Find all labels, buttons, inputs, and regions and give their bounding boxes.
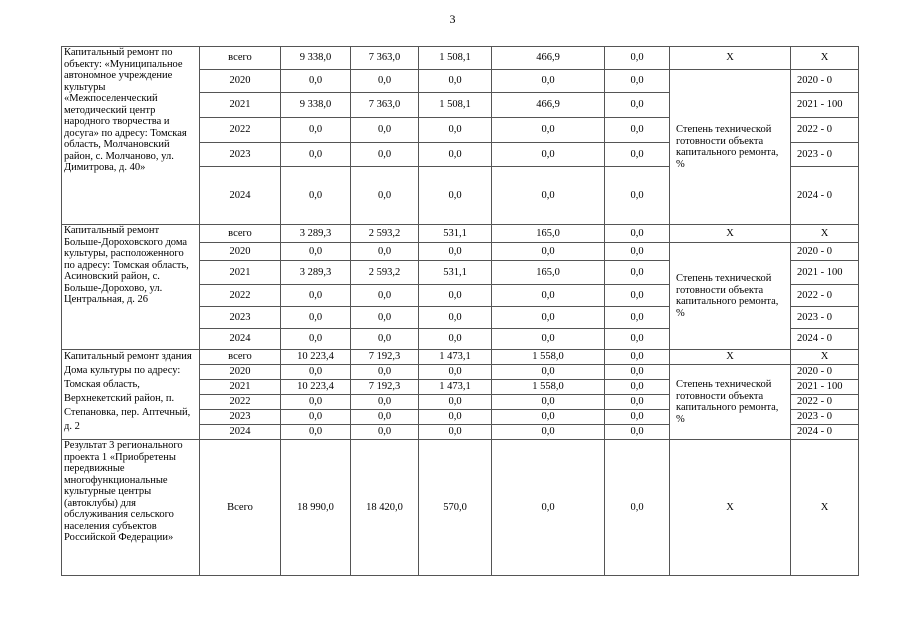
- value-cell: 7 363,0: [351, 47, 419, 70]
- value-cell: 1 558,0: [492, 350, 605, 365]
- indicator-name: Степень технической готовности объекта капитального ремонта, %: [670, 70, 791, 225]
- value-cell: 7 192,3: [351, 350, 419, 365]
- value-cell: 0,0: [605, 70, 670, 93]
- value-cell: 0,0: [351, 143, 419, 167]
- page-number: 3: [449, 12, 456, 26]
- target-cell: 2021 - 100: [791, 93, 859, 118]
- target-cell: 2022 - 0: [791, 285, 859, 307]
- value-cell: 18 420,0: [351, 440, 419, 576]
- target-cell: Х: [791, 47, 859, 70]
- value-cell: 7 363,0: [351, 93, 419, 118]
- indicator-cell: Х: [670, 440, 791, 576]
- value-cell: 0,0: [492, 118, 605, 143]
- object-name: Капитальный ремонт Больше-Дороховского дома культуры, расположенного по адресу: Томская область, Асиновский район, с. Больше-Дорохово, ул. Центральная, д. 26: [62, 225, 200, 350]
- target-cell: Х: [791, 440, 859, 576]
- value-cell: 0,0: [605, 329, 670, 350]
- value-cell: 1 508,1: [419, 93, 492, 118]
- value-cell: 0,0: [351, 365, 419, 380]
- value-cell: 466,9: [492, 47, 605, 70]
- value-cell: 1 558,0: [492, 380, 605, 395]
- period-cell: 2024: [200, 425, 281, 440]
- period-cell: 2024: [200, 167, 281, 225]
- value-cell: 0,0: [605, 350, 670, 365]
- value-cell: 0,0: [605, 225, 670, 243]
- value-cell: 0,0: [281, 329, 351, 350]
- value-cell: 1 473,1: [419, 350, 492, 365]
- target-cell: 2023 - 0: [791, 410, 859, 425]
- period-cell: 2023: [200, 143, 281, 167]
- value-cell: 0,0: [281, 425, 351, 440]
- value-cell: 466,9: [492, 93, 605, 118]
- value-cell: 0,0: [281, 285, 351, 307]
- value-cell: 0,0: [281, 243, 351, 261]
- value-cell: 0,0: [492, 167, 605, 225]
- value-cell: 165,0: [492, 261, 605, 285]
- period-cell: Всего: [200, 440, 281, 576]
- value-cell: 0,0: [605, 143, 670, 167]
- indicator-name: Степень технической готовности объекта капитального ремонта, %: [670, 243, 791, 350]
- value-cell: 0,0: [281, 365, 351, 380]
- period-cell: 2020: [200, 70, 281, 93]
- value-cell: 0,0: [492, 395, 605, 410]
- period-cell: 2024: [200, 329, 281, 350]
- value-cell: 531,1: [419, 261, 492, 285]
- value-cell: 0,0: [492, 410, 605, 425]
- value-cell: 10 223,4: [281, 350, 351, 365]
- value-cell: 0,0: [351, 167, 419, 225]
- value-cell: 0,0: [351, 285, 419, 307]
- target-cell: 2020 - 0: [791, 70, 859, 93]
- value-cell: 0,0: [605, 285, 670, 307]
- value-cell: 0,0: [492, 143, 605, 167]
- period-cell: 2020: [200, 243, 281, 261]
- value-cell: 0,0: [419, 70, 492, 93]
- period-cell: 2022: [200, 395, 281, 410]
- indicator-name: Степень технической готовности объекта капитального ремонта, %: [670, 365, 791, 440]
- target-cell: 2023 - 0: [791, 143, 859, 167]
- value-cell: 0,0: [419, 395, 492, 410]
- value-cell: 0,0: [419, 243, 492, 261]
- target-cell: 2020 - 0: [791, 243, 859, 261]
- value-cell: 0,0: [351, 243, 419, 261]
- value-cell: 0,0: [281, 395, 351, 410]
- value-cell: 9 338,0: [281, 93, 351, 118]
- table-row: [62, 350, 859, 365]
- value-cell: 0,0: [419, 365, 492, 380]
- value-cell: 0,0: [605, 93, 670, 118]
- target-cell: 2024 - 0: [791, 329, 859, 350]
- value-cell: 0,0: [419, 285, 492, 307]
- indicator-cell: Х: [670, 47, 791, 70]
- value-cell: 0,0: [605, 307, 670, 329]
- object-group-2: [62, 225, 859, 350]
- table-row: [62, 47, 859, 70]
- value-cell: 0,0: [605, 365, 670, 380]
- value-cell: 10 223,4: [281, 380, 351, 395]
- target-cell: 2024 - 0: [791, 425, 859, 440]
- value-cell: 0,0: [419, 307, 492, 329]
- object-name: Капитальный ремонт по объекту: «Муниципальное автономное учреждение культуры «Межпоселенческий методический центр народного творчества и досуга» по адресу: Томская область, Молчановский район, с. Молчаново, ул. Димитрова, д. 40»: [62, 47, 200, 225]
- period-cell: 2023: [200, 410, 281, 425]
- value-cell: 0,0: [351, 118, 419, 143]
- value-cell: 0,0: [281, 410, 351, 425]
- period-cell: всего: [200, 47, 281, 70]
- value-cell: 2 593,2: [351, 261, 419, 285]
- value-cell: 0,0: [492, 243, 605, 261]
- target-cell: Х: [791, 350, 859, 365]
- value-cell: 1 508,1: [419, 47, 492, 70]
- object-group-1: [62, 47, 859, 225]
- value-cell: 0,0: [419, 425, 492, 440]
- target-cell: Х: [791, 225, 859, 243]
- value-cell: 0,0: [419, 143, 492, 167]
- period-cell: 2021: [200, 261, 281, 285]
- value-cell: 0,0: [351, 395, 419, 410]
- target-cell: 2022 - 0: [791, 118, 859, 143]
- value-cell: 0,0: [605, 243, 670, 261]
- value-cell: 0,0: [605, 380, 670, 395]
- value-cell: 0,0: [492, 285, 605, 307]
- value-cell: 0,0: [605, 410, 670, 425]
- value-cell: 0,0: [605, 425, 670, 440]
- value-cell: 1 473,1: [419, 380, 492, 395]
- value-cell: 0,0: [281, 307, 351, 329]
- period-cell: 2020: [200, 365, 281, 380]
- target-cell: 2024 - 0: [791, 167, 859, 225]
- value-cell: 0,0: [351, 307, 419, 329]
- value-cell: 531,1: [419, 225, 492, 243]
- value-cell: 18 990,0: [281, 440, 351, 576]
- value-cell: 0,0: [351, 425, 419, 440]
- value-cell: 0,0: [351, 410, 419, 425]
- period-cell: 2021: [200, 380, 281, 395]
- value-cell: 3 289,3: [281, 225, 351, 243]
- value-cell: 0,0: [605, 440, 670, 576]
- value-cell: 0,0: [492, 307, 605, 329]
- value-cell: 7 192,3: [351, 380, 419, 395]
- value-cell: 0,0: [492, 425, 605, 440]
- value-cell: 0,0: [419, 118, 492, 143]
- period-cell: 2022: [200, 285, 281, 307]
- value-cell: 0,0: [605, 167, 670, 225]
- target-cell: 2023 - 0: [791, 307, 859, 329]
- indicator-cell: Х: [670, 225, 791, 243]
- budget-table: [61, 46, 859, 576]
- value-cell: 0,0: [351, 329, 419, 350]
- value-cell: 0,0: [605, 47, 670, 70]
- value-cell: 0,0: [492, 440, 605, 576]
- value-cell: 0,0: [492, 365, 605, 380]
- table-row: [62, 440, 859, 576]
- period-cell: всего: [200, 350, 281, 365]
- value-cell: 9 338,0: [281, 47, 351, 70]
- value-cell: 0,0: [281, 70, 351, 93]
- value-cell: 0,0: [492, 329, 605, 350]
- value-cell: 0,0: [605, 118, 670, 143]
- value-cell: 2 593,2: [351, 225, 419, 243]
- value-cell: 3 289,3: [281, 261, 351, 285]
- value-cell: 0,0: [605, 395, 670, 410]
- value-cell: 0,0: [419, 329, 492, 350]
- value-cell: 0,0: [492, 70, 605, 93]
- period-cell: 2021: [200, 93, 281, 118]
- value-cell: 0,0: [351, 70, 419, 93]
- result-group: [62, 440, 859, 576]
- period-cell: 2023: [200, 307, 281, 329]
- object-group-3: [62, 350, 859, 440]
- indicator-cell: Х: [670, 350, 791, 365]
- period-cell: всего: [200, 225, 281, 243]
- object-name: Капитальный ремонт здания Дома культуры по адресу: Томская область, Верхнекетский район, п. Степановка, пер. Аптечный, д. 2: [62, 350, 200, 440]
- table-row: [62, 225, 859, 243]
- value-cell: 0,0: [281, 143, 351, 167]
- target-cell: 2021 - 100: [791, 380, 859, 395]
- result-name: Результат 3 регионального проекта 1 «Приобретены передвижные многофункциональные культурные центры (автоклубы) для обслуживания сельского населения субъектов Российской Федерации»: [62, 440, 200, 576]
- value-cell: 165,0: [492, 225, 605, 243]
- target-cell: 2022 - 0: [791, 395, 859, 410]
- value-cell: 0,0: [281, 118, 351, 143]
- value-cell: 0,0: [605, 261, 670, 285]
- value-cell: 0,0: [281, 167, 351, 225]
- period-cell: 2022: [200, 118, 281, 143]
- value-cell: 570,0: [419, 440, 492, 576]
- target-cell: 2020 - 0: [791, 365, 859, 380]
- target-cell: 2021 - 100: [791, 261, 859, 285]
- value-cell: 0,0: [419, 167, 492, 225]
- value-cell: 0,0: [419, 410, 492, 425]
